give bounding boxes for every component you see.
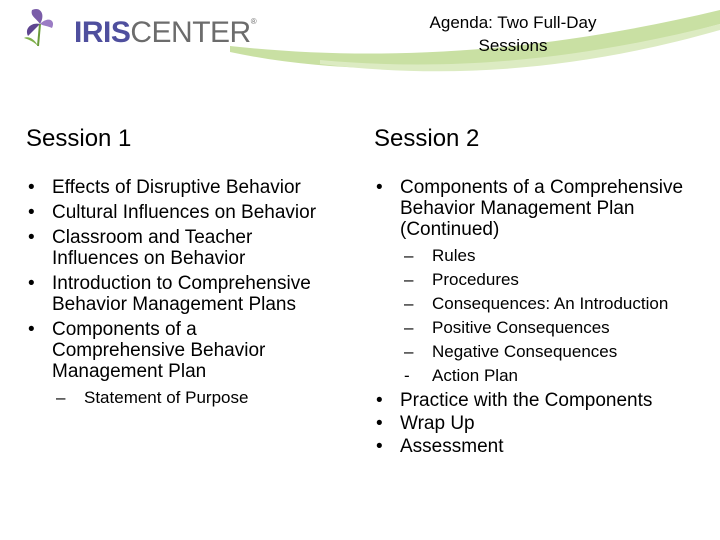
list-item-text: Classroom and Teacher Influences on Behavior [52, 227, 253, 269]
sub-list-item-text: Procedures [432, 270, 519, 289]
bullet-marker: • [28, 177, 35, 198]
dash-marker: – [404, 294, 414, 313]
sub-list-item [400, 318, 714, 338]
agenda-line-1: Agenda: Two Full-Day [429, 13, 597, 32]
iris-flower-icon [18, 6, 62, 50]
bullet-marker: • [28, 202, 35, 223]
session-2-list [374, 177, 714, 457]
bullet-marker: • [28, 227, 35, 248]
bullet-marker: • [376, 390, 383, 411]
bullet-marker: • [28, 319, 35, 340]
session-1-column [26, 124, 326, 412]
list-item [26, 202, 326, 223]
logo-trademark: ® [250, 17, 257, 26]
sub-list-item-text: Negative Consequences [432, 342, 618, 361]
logo-iris-text: IRIS [74, 16, 131, 49]
sub-list-item [400, 246, 714, 266]
sub-list-item-text: Action Plan [432, 366, 518, 385]
sub-list-item-text: Positive Consequences [432, 318, 610, 337]
dash-marker: – [404, 246, 414, 265]
dash-marker: – [404, 318, 414, 337]
list-item [26, 319, 326, 408]
sub-list-item [400, 366, 714, 386]
list-item-text: Components of a Comprehensive Behavior Management Plan (Continued) [400, 177, 684, 240]
dash-marker: – [404, 270, 414, 289]
sub-list [52, 388, 326, 408]
sub-list-item [400, 342, 714, 362]
list-item [26, 177, 326, 198]
bullet-marker: • [376, 436, 383, 457]
list-item-text: Practice with the Components [400, 390, 653, 411]
list-item [374, 390, 714, 411]
dash-marker: - [404, 366, 410, 385]
bullet-marker: • [376, 413, 383, 434]
session-1-list [26, 177, 326, 408]
list-item-text: Effects of Disruptive Behavior [52, 177, 301, 198]
sub-list-item-text: Rules [432, 246, 476, 265]
session-2-column [374, 124, 714, 459]
sub-list-item [400, 294, 714, 314]
sub-list [400, 246, 714, 386]
agenda-line-2: Sessions [478, 36, 548, 55]
list-item [374, 436, 714, 457]
bullet-marker: • [28, 273, 35, 294]
logo-center-text: CENTER [130, 16, 251, 49]
list-item-text: Introduction to Comprehensive Behavior Management Plans [52, 273, 311, 315]
list-item-text: Wrap Up [400, 413, 475, 434]
agenda-heading [400, 11, 626, 57]
list-item [374, 413, 714, 434]
session-1-title: Session 1 [26, 125, 132, 152]
list-item-text: Components of a Comprehensive Behavior Management Plan [52, 319, 266, 382]
list-item [374, 177, 714, 386]
sub-list-item [52, 388, 326, 408]
sub-list-item-text: Consequences: An Introduction [432, 294, 669, 313]
iris-center-logo [18, 6, 257, 50]
dash-marker: – [404, 342, 414, 361]
sub-list-item-text: Statement of Purpose [84, 388, 249, 407]
sub-list-item [400, 270, 714, 290]
bullet-marker: • [376, 177, 383, 198]
dash-marker: – [56, 388, 66, 407]
list-item [26, 227, 326, 269]
list-item-text: Assessment [400, 436, 504, 457]
list-item [26, 273, 326, 315]
session-2-title: Session 2 [374, 125, 480, 152]
list-item-text: Cultural Influences on Behavior [52, 202, 317, 223]
